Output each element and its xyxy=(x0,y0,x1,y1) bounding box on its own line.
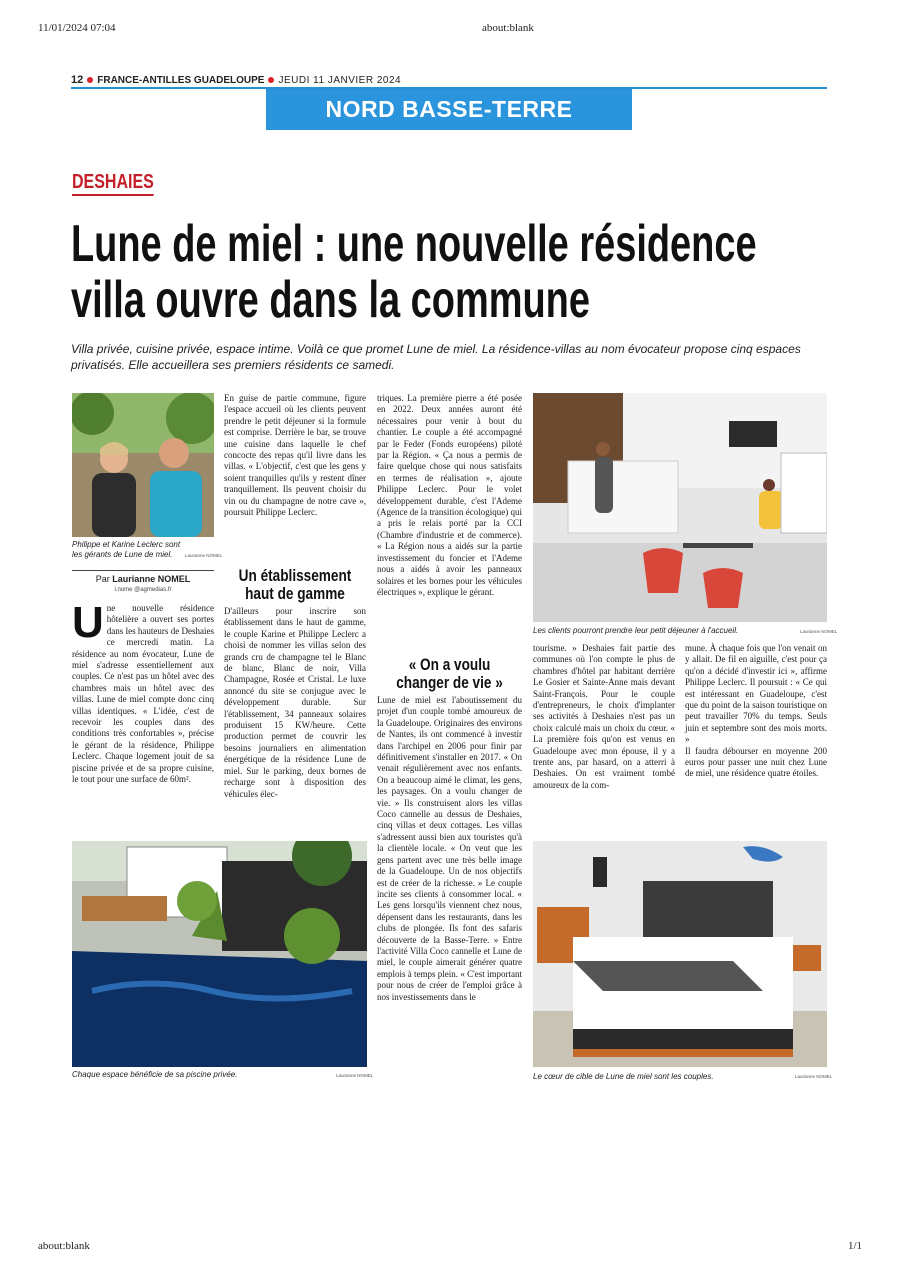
article-column-5 xyxy=(685,643,827,780)
drop-cap: U xyxy=(72,598,104,647)
photo-pool-caption: Chaque espace bénéficie de sa piscine privée. xyxy=(72,1070,238,1079)
photo-pool xyxy=(72,841,367,1067)
col2-text-b: D'ailleurs pour inscrire son établissement dans le haut de gamme, le couple Karine et Philippe Leclerc a choisi de nommer les villas selon des grands cru de champagne tel le Blanc de blanc, Blanc de noir, Villa Champagne, Rosée et Cristal. Le luxe annoncé du site se conjugue avec le développement durable. Sur l'établissement, 34 panneaux solaires produisent 15 KW/heure. Cette production permet de couvrir les besoins journaliers en alimentation énergétique de la résidence Lune de miel. Sur le parking, deux bornes de recharge sont à disposition des véhicules élec- xyxy=(224,606,366,799)
article-column-3 xyxy=(377,393,522,598)
byline-rule xyxy=(72,570,214,571)
body-paragraph xyxy=(72,598,214,786)
page-number: 12 xyxy=(71,74,84,86)
article-kicker: DESHAIES xyxy=(72,171,154,196)
col1-text: ne nouvelle résidence hôtelière a ouvert ses portes dans les hauteurs de Deshaies ce mercredi matin. La résidence au nom évocateur, Lune de miel s'adresse essentiellement aux couples. Ce n'est pas un hôtel avec des chambres mais un hôtel avec des villas. Lune de miel compte donc cinq villas identiques. « L'idée, c'est de recevoir les couples dans des conditions très confortables », précise le gérant de la résidence, Philippe Leclerc. Chaque logement jouit de sa piscine privée et de sa propre cuisine, le tout pour une surface de 60m². xyxy=(72,603,214,785)
article-headline xyxy=(71,215,757,329)
red-dot-icon xyxy=(87,77,93,83)
subheading-2-line-1: « On a voulu xyxy=(408,655,491,674)
newspaper-name: FRANCE-ANTILLES GUADELOUPE xyxy=(97,74,265,86)
byline-author: Laurianne NOMEL xyxy=(112,574,191,584)
red-dot-icon xyxy=(268,77,274,83)
author-email: l.nome @agmedias.fr xyxy=(114,587,172,593)
col3-text-a: triques. La première pierre a été posée en 2022. Deux années auront été nécessaires pour venir à bout du chantier. Le couple a été accompagné par le Feder (Fonds européens) piloté par la Région. « Ça nous a permis de faire quelque chose qui nous satisfaits en termes de réalisation », ajoute Philippe Leclerc. Pour le volet développement durable, c'est l'Ademe (Agence de la transition écologique) qui a pris le relais porté par la CCI (Chambre d'industrie et de commerce). « La Région nous a aidés sur la partie investissement du foncier et l'Ademe nous a aidés à avoir les panneaux solaires et les bornes pour les véhicules électriques », explique le gérant. xyxy=(377,393,522,597)
photo-pool-credit: Laurianne NOMEL xyxy=(336,1073,374,1078)
pool-illustration xyxy=(72,841,367,1067)
photo-owners-credit: Laurianne NOMEL xyxy=(185,553,223,558)
print-url: about:blank xyxy=(482,22,534,34)
article-standfirst: Villa privée, cuisine privée, espace intime. Voilà ce que promet Lune de miel. La résidence-villas au nom évocateur propose cinq espaces privatisés. Elle accueillera ses premiers résidents ce samedi. xyxy=(71,342,801,372)
photo-bedroom-credit: Laurianne NOMEL xyxy=(795,1074,833,1079)
photo-reception-caption: Les clients pourront prendre leur petit déjeuner à l'accueil. xyxy=(533,626,739,635)
photo-owners xyxy=(72,393,214,537)
section-banner: NORD BASSE-TERRE xyxy=(266,89,632,130)
reception-illustration xyxy=(533,393,827,622)
print-datetime: 11/01/2024 07:04 xyxy=(38,22,116,34)
subheading-2 xyxy=(392,656,508,692)
issue-date: JEUDI 11 JANVIER 2024 xyxy=(278,74,402,86)
subheading-2-line-2: changer de vie » xyxy=(396,673,503,692)
subheading-1 xyxy=(238,567,352,603)
col2-text-a: En guise de partie commune, figure l'espace accueil où les clients peuvent prendre le petit déjeuner si la formule est comprise. Derrière le bar, se trouve une cuisine dans laquelle le chef concocte des repas qu'il livre dans les villas. « L'objectif, c'est que les gens y soient tranquilles qu'ils y restent dîner tranquillement. Ils peuvent choisir du vin ou du champagne de notre cave », poursuit Philippe Leclerc. xyxy=(224,393,366,518)
byline-prefix: Par xyxy=(95,574,110,584)
article-column-1 xyxy=(72,598,214,786)
col5-text-a: mune. À chaque fois que l'on venait on y allait. De fil en aiguille, c'est pour ça qu'on a décidé d'investir ici », affirme Philippe Leclerc. Il poursuit : « Ce qui est intéressant en Guadeloupe, c'est que du point de la saison touristique on peut travailler 70% du temps. Seuls juin et septembre sont des mois morts. » xyxy=(685,643,827,745)
bedroom-illustration xyxy=(533,841,827,1067)
col4-text: tourisme. » Deshaies fait partie des communes où l'on compte le plus de chambres d'hôtel par habitant derrière Le Gosier et Sainte-Anne mais devant Saint-François. Pour le couple d'entrepreneurs, le choix d'implanter ses activités à Deshaies n'est pas un choix calculé mais un choix du cœur. « La première fois qu'on est venus en Guadeloupe avec mon épouse, il y a trente ans, par hasard, on a atterri à Deshaies. On est vraiment tombé amoureux de la com- xyxy=(533,643,675,790)
print-footer-page: 1/1 xyxy=(848,1240,863,1252)
byline xyxy=(72,574,214,584)
headline-line-1: Lune de miel : une nouvelle résidence xyxy=(71,215,757,273)
article-column-2b xyxy=(224,606,366,800)
subheading-1-line-1: Un établissement xyxy=(238,566,352,585)
photo-reception xyxy=(533,393,827,622)
subheading-1-line-2: haut de gamme xyxy=(245,584,345,603)
print-footer-url: about:blank xyxy=(38,1240,90,1252)
owners-illustration xyxy=(72,393,214,537)
article-column-2 xyxy=(224,393,366,518)
photo-reception-credit: Laurianne NOMEL xyxy=(800,629,838,634)
headline-line-2: villa ouvre dans la commune xyxy=(71,271,590,329)
newspaper-header xyxy=(71,72,827,88)
col3-text-b: Lune de miel est l'aboutissement du projet d'un couple tombé amoureux de la Guadeloupe. Originaires des environs de Nantes, ils ont commencé à investir dans l'archipel en 2006 pour finir par définitivement s'installer en 2017. « On venait régulièrement avec nos enfants. On a beaucoup aimé le climat, les gens, les paysages. On a voulu changer de vie. » Ils construisent alors les villas Coco cannelle au dessus de Deshaies, cinq villas et deux cottages. Les villas s'adressent aussi bien aux touristes qu'à la clientèle locale. « On veut que les gens partent avec une très belle image de la Guadeloupe. Un de nos objectifs est de créer de la richesse. » Le couple incite ses clients à consommer local. « Les gens lorsqu'ils viennent chez nous, dépensent dans les restaurants, dans les clubs de plongée. Ils font des safaris découverte de la Basse-Terre. » Entre l'activité Villa Coco cannelle et Lune de miel, le couple aimerait générer quatre emplois à temps plein. « C'est important pour nous de créer de l'emploi grâce à nos investissements dans le xyxy=(377,695,522,1002)
photo-bedroom xyxy=(533,841,827,1067)
photo-owners-caption: Philippe et Karine Leclerc sont les gérants de Lune de miel. xyxy=(72,540,181,559)
photo-bedroom-caption: Le cœur de cible de Lune de miel sont les couples. xyxy=(533,1072,714,1081)
article-column-3b xyxy=(377,695,522,1003)
article-column-4 xyxy=(533,643,675,791)
col5-text-b: Il faudra débourser en moyenne 200 euros pour passer une nuit chez Lune de miel, une résidence quatre étoiles. xyxy=(685,745,827,779)
